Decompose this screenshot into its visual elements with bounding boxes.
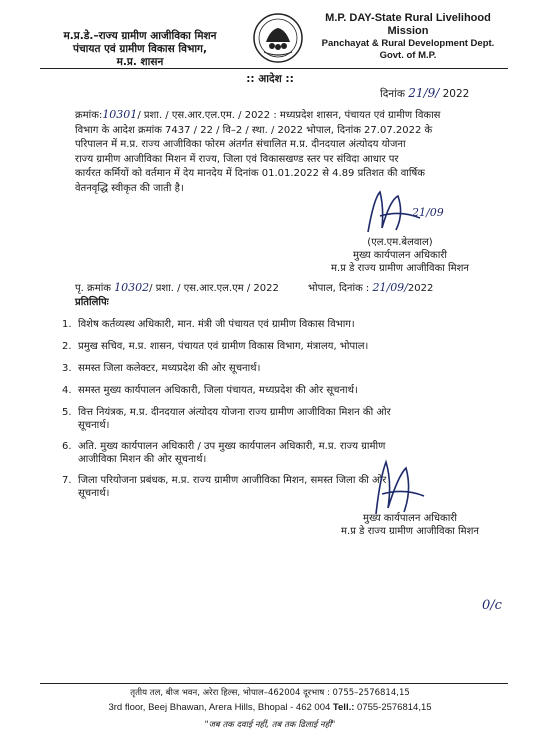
list-item xyxy=(62,340,500,353)
header-left xyxy=(40,30,240,69)
header-left-line3: म.प्र. शासन xyxy=(116,56,164,68)
order-line-6: वेतनवृद्धि स्वीकृत की जाती है। xyxy=(75,182,184,194)
header-right-line3: Panchayat & Rural Development Dept. xyxy=(321,38,495,49)
header-right xyxy=(308,12,508,62)
signatory-1-org: म.प्र डे राज्य ग्रामीण आजीविका मिशन xyxy=(331,263,469,274)
list-item-number: 4. xyxy=(62,385,72,396)
list-item-text-cont: सूचनार्थ। xyxy=(78,420,110,431)
header-left-line1: म.प्र.डे.–राज्य ग्रामीण आजीविका मिशन xyxy=(63,30,217,42)
list-item xyxy=(62,406,500,432)
order-line1-text: / प्रशा. / एस.आर.एल.एम. / 2022 : मध्यप्रदेश शासन, पंचायत एवं ग्रामीण विकास xyxy=(137,110,441,121)
list-item xyxy=(62,474,500,500)
header-left-line2: पंचायत एवं ग्रामीण विकास विभाग, xyxy=(73,43,207,55)
order-line-1: क्रमांक:10301/ प्रशा. / एस.आर.एल.एम. / 2022 : मध्यप्रदेश शासन, पंचायत एवं ग्रामीण विकास xyxy=(75,108,441,121)
footer-tel-label: Tell.: xyxy=(332,702,355,713)
footer-tel: 0755-2576814,15 xyxy=(357,702,432,713)
list-item-number: 7. xyxy=(62,475,72,486)
header-right-line2: Mission xyxy=(387,25,429,37)
list-item-number: 6. xyxy=(62,441,72,452)
signatory-2-title: मुख्य कार्यपालन अधिकारी xyxy=(363,513,457,524)
list-item xyxy=(62,384,500,397)
list-item-text: जिला परियोजना प्रबंधक, म.प्र. राज्य ग्रामीण आजीविका मिशन, समस्त जिला की ओर xyxy=(78,475,387,486)
list-item-text: विशेष कर्तव्यस्थ अधिकारी, मान. मंत्री जी पंचायत एवं ग्रामीण विकास विभाग। xyxy=(78,319,355,330)
footer-divider xyxy=(40,683,508,684)
list-item xyxy=(62,440,500,466)
order-line-3: परिपालन में म.प्र. राज्य आजीविका फोरम अंतर्गत संचालित म.प्र. दीनदयाल अंत्योदय योजना xyxy=(75,139,406,150)
signatory-1-name: (एल.एम.बेलवाल) xyxy=(367,237,433,248)
list-item-text: अति. मुख्य कार्यपालन अधिकारी / उप मुख्य कार्यपालन अधिकारी, म.प्र. राज्य ग्रामीण xyxy=(78,441,386,452)
list-item-text-cont: आजीविका मिशन की ओर सूचनार्थ। xyxy=(78,454,207,465)
order-line-2: विभाग के आदेश क्रमांक 7437 / 22 / वि–2 / स्था. / 2022 भोपाल, दिनांक 27.07.2022 के xyxy=(75,124,433,136)
copy-ref: / प्रशा. / एस.आर.एल.एम / 2022 xyxy=(149,283,279,294)
copy-num-handwritten: 10302 xyxy=(114,281,150,294)
list-item-number: 3. xyxy=(62,363,72,374)
header-right-line1: M.P. DAY-State Rural Livelihood xyxy=(325,12,491,24)
signature-1-block xyxy=(300,236,500,275)
header-divider xyxy=(40,68,508,69)
list-item-text: वित्त नियंत्रक, म.प्र. दीनदयाल अंत्योदय योजना राज्य ग्रामीण आजीविका मिशन की ओर xyxy=(78,407,391,418)
emblem-logo xyxy=(252,12,304,64)
order-date-year: 2022 xyxy=(442,88,470,100)
list-item xyxy=(62,362,500,375)
order-title: :: आदेश :: xyxy=(246,73,294,85)
order-date-handwritten: 21/9/ xyxy=(408,86,440,100)
copy-city: भोपाल, दिनांक : xyxy=(308,283,370,294)
copy-reference xyxy=(75,280,279,294)
list-item-text-cont: सूचनार्थ। xyxy=(78,488,110,499)
margin-note: 0/c xyxy=(482,598,502,613)
order-line-4: राज्य ग्रामीण आजीविका मिशन में राज्य, जिला एवं विकासखण्ड स्तर पर संविदा आधार पर xyxy=(75,153,399,165)
signature-2-block xyxy=(300,512,520,538)
signature-1-date: 21/09 xyxy=(412,206,444,219)
list-item-number: 5. xyxy=(62,407,72,418)
footer-english xyxy=(0,702,540,713)
order-body xyxy=(75,108,515,196)
order-line-5: कार्यरत कर्मियों को वर्तमान में देय मानदेय में दिनांक 01.01.2022 से 4.89 प्रतिशत की वार्षिक xyxy=(75,168,425,179)
list-item-text: प्रमुख सचिव, म.प्र. शासन, पंचायत एवं ग्रामीण विकास विभाग, मंत्रालय, भोपाल। xyxy=(78,341,369,352)
signatory-2-org: म.प्र डे राज्य ग्रामीण आजीविका मिशन xyxy=(341,526,479,537)
copy-date-handwritten: 21/09/ xyxy=(372,281,408,294)
kramank-handwritten: 10301 xyxy=(102,108,138,121)
list-item-number: 2. xyxy=(62,341,72,352)
header-right-line4: Govt. of M.P. xyxy=(379,50,437,61)
copy-label: प्रतिलिपिः xyxy=(75,297,109,308)
list-item-number: 1. xyxy=(62,319,72,330)
order-date xyxy=(380,86,469,101)
copy-date xyxy=(308,280,433,294)
footer-hindi: तृतीय तल, बीज भवन, अरेरा हिल्स, भोपाल–462004 दूरभाष : 0755–2576814,15 xyxy=(130,688,410,698)
footer-address: 3rd floor, Beej Bhawan, Arera Hills, Bhopal - 462 004 xyxy=(108,702,331,713)
order-date-label: दिनांक xyxy=(380,88,405,100)
list-item-text: समस्त जिला कलेक्टर, मध्यप्रदेश की ओर सूचनार्थ। xyxy=(78,363,261,374)
copy-prefix: पृ. क्रमांक xyxy=(75,283,111,294)
signatory-1-title: मुख्य कार्यपालन अधिकारी xyxy=(353,250,447,261)
list-item xyxy=(62,318,500,331)
kramank-label: क्रमांक xyxy=(75,110,99,121)
footer-slogan: "जब तक दवाई नहीं, तब तक ढिलाई नहीं" xyxy=(204,720,336,730)
copy-year: 2022 xyxy=(407,283,434,294)
list-item-text: समस्त मुख्य कार्यपालन अधिकारी, जिला पंचायत, मध्यप्रदेश की ओर सूचनार्थ। xyxy=(78,385,358,396)
signature-2-mark xyxy=(366,458,436,518)
